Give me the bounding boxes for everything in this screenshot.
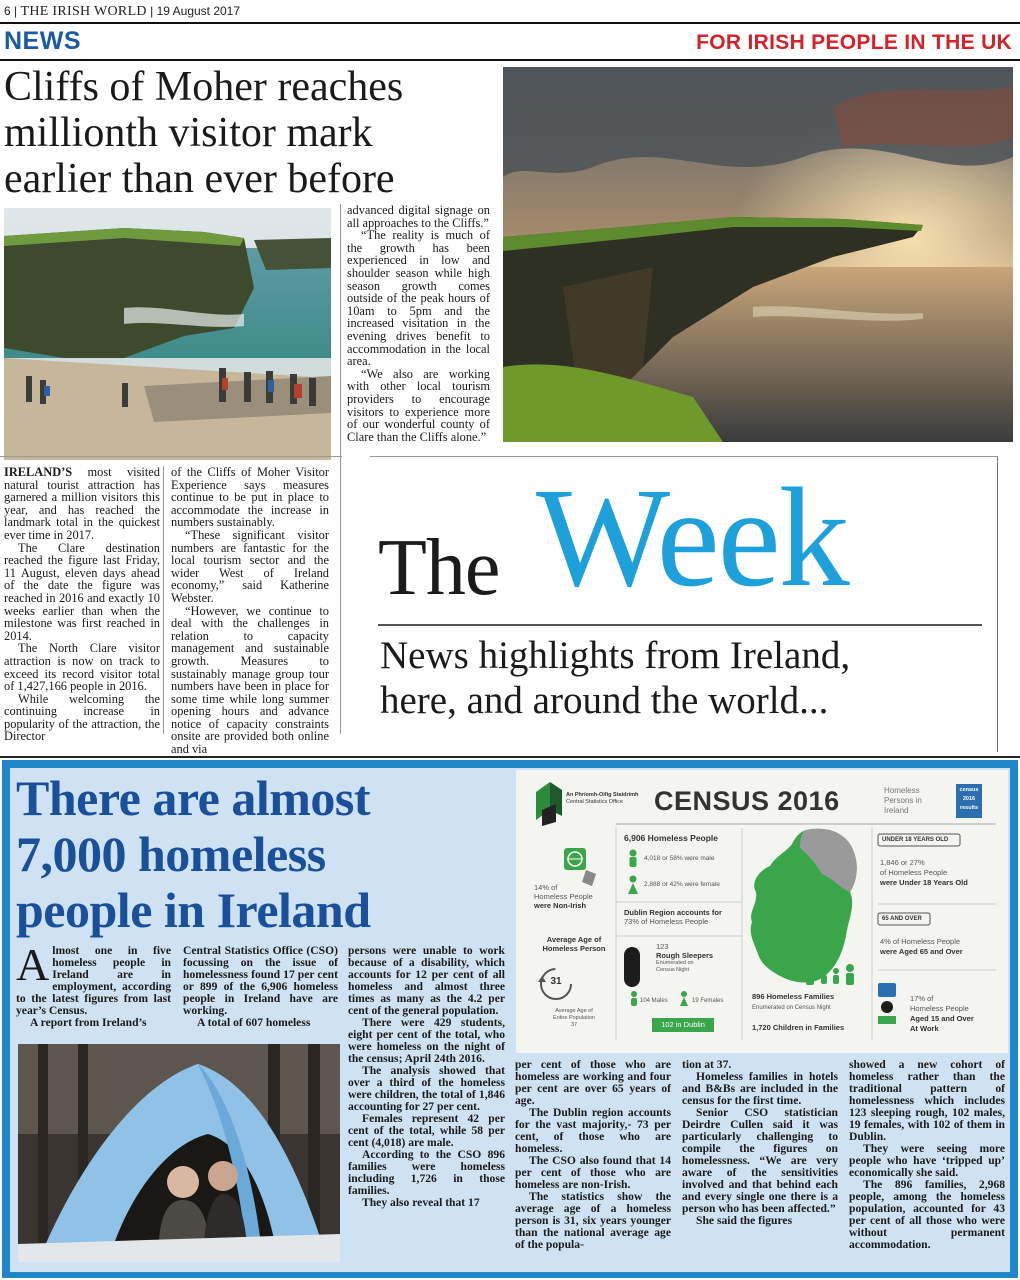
paragraph: The North Clare visitor attraction is now on track to exceed its record visitor total of 1,427,166 people in 2016.	[4, 641, 160, 694]
section-divider	[0, 756, 1020, 758]
the-week-top-rule	[370, 456, 998, 457]
65-and-over-label: 65 AND OVER	[882, 916, 922, 922]
males-stat: 104 Males	[640, 998, 668, 1004]
drop-cap: A	[16, 939, 50, 990]
column-rule	[163, 466, 164, 734]
homeless-story-column-6	[849, 1059, 1005, 1251]
headline-line: Cliffs of Moher reaches	[4, 64, 404, 110]
subtitle-line: here, and around the world...	[380, 679, 829, 722]
title-line: Homeless Person	[542, 944, 606, 953]
the-week-week: Week	[536, 458, 848, 616]
the-week-subtitle	[380, 633, 980, 723]
sleeping-bag-icon	[624, 947, 640, 987]
homeless-story-column-2	[183, 945, 338, 1029]
issue-date: 19 August 2017	[156, 4, 241, 18]
page-folio: 6 | THE IRISH WORLD | 19 August 2017	[4, 4, 241, 19]
stat-line: 17% of	[910, 994, 934, 1003]
paragraph: The Dublin region accounts for the vast majority,- 73 per cent, of those who are homeless.	[515, 1106, 671, 1155]
stat-line: 4% of Homeless People	[880, 937, 961, 946]
work-icon	[878, 983, 896, 1024]
paper-name: THE IRISH WORLD	[20, 4, 147, 19]
title-line: Average Age of	[546, 935, 602, 944]
cliffs-story-column-2	[171, 466, 329, 756]
rough-count: 123	[656, 942, 669, 951]
tent-illustration	[18, 1044, 340, 1262]
female-stat: 2,888 or 42% were female	[644, 881, 720, 888]
paragraph: persons were unable to work because of a disability, which accounts for 12 per cent of all homeless and almost three times as many as the 4.2 per cent of the general population.	[348, 944, 505, 1017]
dublin-stat	[624, 908, 742, 926]
headline-line: earlier than ever before	[4, 156, 395, 202]
avg-age-title	[534, 935, 614, 953]
section-label: NEWS	[4, 27, 81, 55]
census-title-note	[884, 786, 922, 816]
avg-age-population	[534, 1008, 614, 1029]
rough-label: Rough Sleepers	[656, 951, 714, 960]
paragraph: A report from Ireland’s	[30, 1016, 147, 1029]
headline-line: millionth visitor mark	[4, 110, 373, 156]
title-note-line: Ireland	[884, 806, 909, 815]
badge-line: census	[959, 787, 979, 793]
person-icons	[628, 850, 638, 895]
note-line: Entire Population	[553, 1015, 595, 1021]
paragraph: According to the CSO 896 families were homeless including 1,726 in those families.	[348, 1148, 505, 1197]
paragraph: Central Statistics Office (CSO) focussing on the issue of homelessness found 17 per cent or 899 of the 6,906 homeless people in Ireland have are working.	[183, 944, 338, 1017]
paragraph: The Clare destination reached the figure last Friday, 11 August, eleven days ahead of the date the figure was reached in 2016 and exactly 10 weeks earlier than when the milestone was first reached in 2014.	[4, 540, 160, 643]
stat-line: were Non-Irish	[534, 901, 587, 910]
homeless-headline	[16, 770, 506, 938]
paragraph: of the Cliffs of Moher Visitor Experience says measures continue to be put in place to accommodate the increase in numbers sustainably.	[171, 465, 329, 530]
the-week-rule	[378, 624, 982, 626]
at-work-stat	[910, 994, 1004, 1034]
non-irish-stat	[534, 883, 614, 910]
note-line: Average Age of	[555, 1008, 593, 1014]
paragraph: tion at 37.	[682, 1058, 732, 1071]
lead-in: IRELAND’S	[4, 465, 73, 479]
cliffs-visitors-illustration	[4, 208, 331, 460]
stat-line: Aged 15 and Over	[910, 1014, 974, 1023]
paragraph: They were seeing more people who have ‘tripped up’ economically she said.	[849, 1142, 1005, 1179]
stat-line: Dublin Region accounts for	[624, 908, 722, 917]
header-rule-lower	[0, 59, 1020, 61]
census-badge-text	[956, 786, 982, 813]
paragraph: Females represent 42 per cent of the total, while 58 per cent (4,018) are male.	[348, 1112, 505, 1149]
stat-line: of Homeless People	[880, 868, 948, 877]
paragraph: The statistics show the average age of a homeless person is 31, six years younger than the national average age of the popula-	[515, 1190, 671, 1251]
stat-line: At Work	[910, 1024, 939, 1033]
cso-logo-icon	[536, 782, 562, 826]
families-stat: 896 Homeless Families	[752, 992, 835, 1001]
under-18-stat	[880, 858, 1004, 888]
paragraph: per cent of those who are homeless are working and four per cent are over 65 years of age.	[515, 1058, 671, 1107]
paragraph: showed a new cohort of homeless rather than the traditional pattern of homelessness which includes 123 sleeping rough, 102 males, 19 females, with 102 of them in Dublin.	[849, 1058, 1005, 1143]
cso-name-block	[566, 792, 638, 806]
females-stat: 19 Females	[692, 998, 724, 1004]
photo-rule	[0, 456, 342, 457]
total-homeless: 6,906 Homeless People	[624, 833, 719, 843]
paragraph: The 896 families, 2,968 people, among the homeless population, accounted for 43 per cent of all those who were without permanent accommodation.	[849, 1178, 1005, 1251]
cliffs-sunset-illustration	[503, 67, 1013, 442]
stat-line: Homeless People	[534, 892, 593, 901]
column-rule	[340, 204, 341, 734]
subtitle-line: News highlights from Ireland,	[380, 634, 851, 677]
paper-tagline: FOR IRISH PEOPLE IN THE UK	[696, 31, 1012, 54]
title-note-line: Persons in	[884, 796, 922, 805]
paragraph: A total of 607 homeless	[197, 1016, 311, 1029]
homeless-story-column-1	[16, 939, 171, 1029]
paragraph: There were 429 students, eight per cent of the total, who were homeless on the night of the census; April 24th 2016.	[348, 1016, 505, 1065]
paragraph: “The reality is much of the growth has been experienced in low and shoulder season while high season growth comes outside of the peak hours of 10am to 5pm and the increased visitation in the evening drives benefit to accommodation in the local area.	[347, 228, 490, 369]
male-stat: 4,018 or 58% were male	[644, 855, 715, 862]
title-note-line: Homeless	[884, 786, 920, 795]
paragraph-text: lmost one in five homeless people in Ireland are in employment, according to the latest figures from last year’s Census.	[16, 944, 171, 1017]
cso-sub: Central Statistics Office	[566, 799, 624, 805]
paragraph: advanced digital signage on all approaches to the Cliffs.”	[347, 203, 490, 230]
paragraph-text: most visited natural tourist attraction has garnered a million visitors this year, and has reached the landmark total in the quickest ever time in 2017.	[4, 465, 160, 542]
paragraph: “These significant visitor numbers are fantastic for the local tourism sector and the wider West of Ireland economy,” said Katherine Webster.	[171, 527, 329, 605]
badge-line: 2016	[962, 796, 976, 802]
paragraph: While welcoming the continuing increase in popularity of the attraction, the Director	[4, 691, 160, 744]
stat-line: Homeless People	[910, 1004, 969, 1013]
cliffs-story-column-3	[347, 204, 490, 443]
paragraph: Homeless families in hotels and B&Bs are included in the census for the first time.	[682, 1070, 838, 1107]
stat-line: 73% of Homeless People	[624, 917, 709, 926]
paragraph: Senior CSO statistician Deirdre Cullen said it was particularly challenging to compile the figures on homelessness. “We are very aware of the sensitivities involved and that behind each and every single one there is a person who has been affected.”	[682, 1106, 838, 1215]
cso-name: An Phríomh-Oifig Staidrimh	[566, 792, 639, 798]
in-dublin-stat: 102 in Dublin	[661, 1020, 705, 1029]
cliffs-sunset-photo	[503, 67, 1013, 442]
globe-icon	[564, 848, 596, 886]
paragraph: “However, we continue to deal with the challenges in relation to capacity management and sustainable growth. Measures to sustainably manage group tour numbers have been in place for some time while long summer opening hours and advance notice of capacity constraints onsite are provided both online and via	[171, 603, 329, 757]
families-note: Enumerated on Census Night	[752, 1005, 831, 1011]
homeless-story-column-3	[348, 945, 505, 1209]
note-line: Enumerated on	[656, 960, 694, 966]
avg-age-value: 31	[550, 976, 562, 987]
census-title: CENSUS 2016	[654, 786, 840, 816]
paragraph: “We also are working with other local tourism providers to encourage visitors to experience more of our wonderful county of Clare than the Cliffs alone.”	[347, 366, 490, 444]
the-week-the: The	[378, 524, 500, 612]
headline-line: people in Ireland	[16, 882, 371, 938]
rough-sleepers-stat	[656, 942, 713, 974]
census-infographic	[516, 770, 1008, 1053]
paragraph	[4, 466, 160, 542]
paragraph: They also reveal that 17	[362, 1196, 480, 1209]
note-line: Census Night	[656, 967, 690, 973]
tent-photo	[18, 1044, 340, 1262]
under-18-label: UNDER 18 YEARS OLD	[882, 837, 949, 843]
stat-line: 14% of	[534, 883, 558, 892]
homeless-story-column-5	[682, 1059, 838, 1227]
headline-line: 7,000 homeless	[16, 826, 326, 882]
cliffs-visitors-photo	[4, 208, 331, 460]
page-number: 6	[4, 4, 11, 18]
stat-line: were Aged 65 and Over	[880, 947, 963, 956]
65-and-over-stat	[880, 937, 1004, 957]
stat-line: were Under 18 Years Old	[880, 878, 968, 887]
note-line: 37	[570, 1022, 578, 1028]
cliffs-story-column-1	[4, 466, 160, 743]
paragraph: The CSO also found that 14 per cent of those who are homeless are non-Irish.	[515, 1154, 671, 1191]
homeless-story-column-4	[515, 1059, 671, 1251]
paragraph: The analysis showed that over a third of the homeless were children, the total of 1,846 accounting for 27 per cent.	[348, 1064, 505, 1113]
header-rule	[0, 22, 1020, 24]
paragraph	[16, 939, 171, 1017]
badge-line: results	[959, 805, 979, 811]
stat-line: 1,846 or 27%	[880, 858, 925, 867]
children-stat: 1,720 Children in Families	[752, 1023, 845, 1032]
cliffs-headline	[4, 64, 494, 202]
paragraph: She said the figures	[696, 1214, 793, 1227]
headline-line: There are almost	[16, 770, 370, 826]
